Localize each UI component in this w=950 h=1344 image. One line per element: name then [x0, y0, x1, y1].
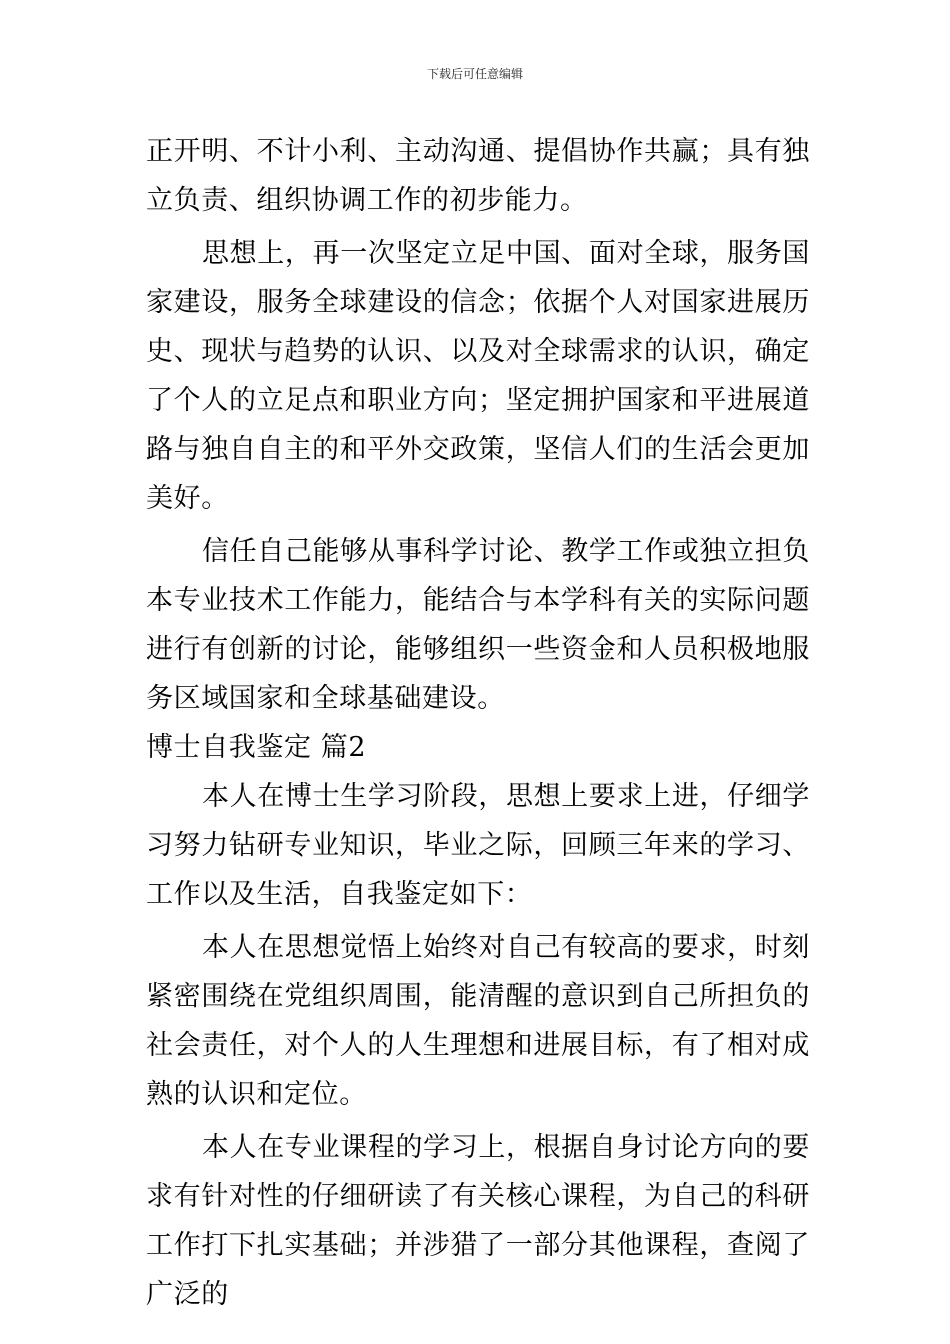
paragraph-thought: 本人在思想觉悟上始终对自己有较高的要求，时刻紧密围绕在党组织周围，能清醒的意识到自己所担负的社会责任，对个人的人生理想和进展目标，有了相对成熟的认识和定位。 — [146, 932, 810, 1110]
paragraph-confidence: 信任自己能够从事科学讨论、教学工作或独立担负本专业技术工作能力，能结合与本学科有关的实际问题进行有创新的讨论，能够组织一些资金和人员积极地服务区域国家和全球基础建设。 — [146, 536, 810, 714]
document-body — [146, 127, 810, 1319]
paragraph-intro: 本人在博士生学习阶段，思想上要求上进，仔细学习努力钻研专业知识，毕业之际，回顾三年来的学习、工作以及生活，自我鉴定如下： — [146, 781, 810, 910]
paragraph-continuation: 正开明、不计小利、主动沟通、提倡协作共赢；具有独立负责、组织协调工作的初步能力。 — [146, 136, 810, 216]
page-header-note: 下载后可任意编辑 — [426, 67, 523, 81]
paragraph-ideology: 思想上，再一次坚定立足中国、面对全球，服务国家建设，服务全球建设的信念；依据个人对国家进展历史、现状与趋势的认识、以及对全球需求的认识，确定了个人的立足点和职业方向；坚定拥护国家和平进展道路与独自自主的和平外交政策，坚信人们的生活会更加美好。 — [146, 238, 810, 514]
section-heading: 博士自我鉴定 篇2 — [146, 732, 367, 763]
paragraph-study: 本人在专业课程的学习上，根据自身讨论方向的要求有针对性的仔细研读了有关核心课程，为自己的科研工作打下扎实基础；并涉猎了一部分其他课程，查阅了广泛的 — [146, 1132, 810, 1310]
